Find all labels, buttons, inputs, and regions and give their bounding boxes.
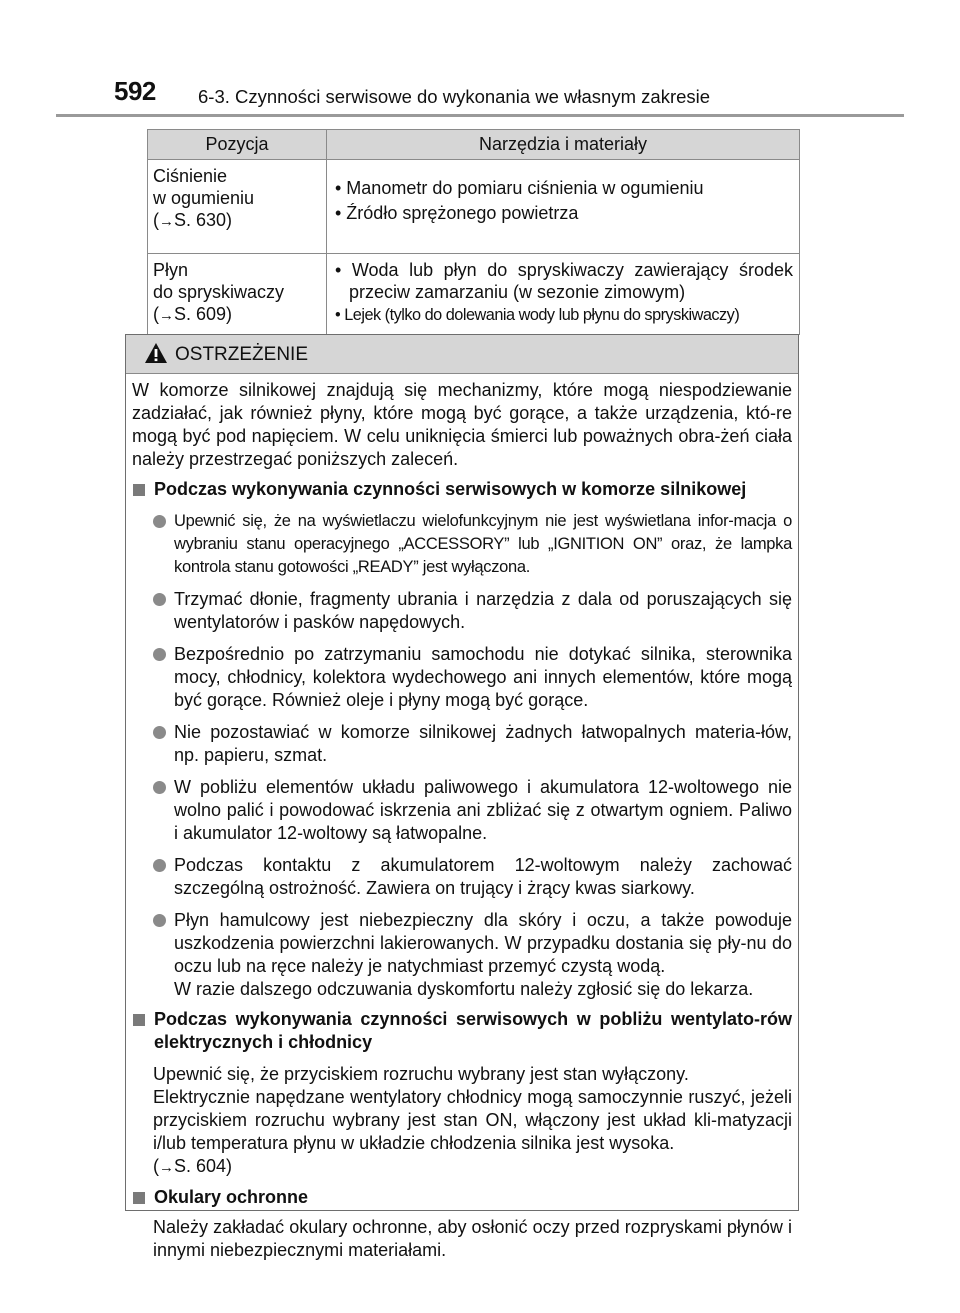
- circle-bullet-icon: [153, 914, 166, 927]
- warning-intro: W komorze silnikowej znajdują się mechanizmy, które mogą niespodziewanie zadziałać, jak również płyny, które mogą być gorące, a także urządzenia, któ-re mogą być pod napięciem. W celu uniknięcia śmierci lub poważnych obra-żeń ciała należy przestrzegać poniższych zaleceń.: [132, 380, 792, 469]
- warning-body: [132, 379, 792, 1262]
- tool-item: • Lejek (tylko do dolewania wody lub płynu do spryskiwaczy): [335, 306, 740, 324]
- list-item-text: W pobliżu elementów układu paliwowego i akumulatora 12-woltowego nie wolno palić i powodować iskrzenia ani zbliżać się z otwartym ogniem. Paliwo i akumulator 12-woltowy są łatwopalne.: [174, 777, 792, 843]
- warning-box: [125, 334, 799, 1260]
- circle-bullet-icon: [153, 593, 166, 606]
- section-text: [132, 1063, 792, 1179]
- section-title: 6-3. Czynności serwisowe do wykonania we własnym zakresie: [198, 86, 711, 107]
- position-text: w ogumieniu: [153, 188, 255, 208]
- section-text-line: Upewnić się, że przyciskiem rozruchu wybrany jest stan wyłączony.: [153, 1064, 689, 1084]
- warning-title: OSTRZEŻENIE: [175, 344, 309, 365]
- position-text: Płyn: [153, 260, 189, 280]
- ref-paren: (: [153, 210, 159, 230]
- list-item-text: Nie pozostawiać w komorze silnikowej żadnych łatwopalnych materia-łów, np. papieru, szmat.: [174, 722, 792, 765]
- ref-text: S. 630): [174, 210, 233, 230]
- square-bullet-icon: [133, 484, 145, 496]
- table-row: [148, 160, 800, 254]
- column-header-tools: Narzędzia i materiały: [327, 130, 800, 160]
- position-text: do spryskiwaczy: [153, 282, 285, 302]
- circle-bullet-icon: [153, 726, 166, 739]
- tool-item: • Źródło sprężonego powietrza: [335, 203, 579, 223]
- position-cell: [148, 160, 327, 254]
- ref-paren: (: [153, 304, 159, 324]
- list-item: [132, 909, 792, 1001]
- circle-bullet-icon: [153, 515, 166, 528]
- list-item: [132, 776, 792, 845]
- circle-bullet-icon: [153, 859, 166, 872]
- page-reference: [153, 1155, 792, 1179]
- position-cell: [148, 254, 327, 335]
- tools-table: [147, 129, 800, 335]
- column-header-position: Pozycja: [148, 130, 327, 160]
- list-item: [132, 643, 792, 712]
- list-item-text: Podczas kontaktu z akumulatorem 12-woltowym należy zachować szczególną ostrożność. Zawiera on trujący i żrący kwas siarkowy.: [174, 855, 792, 898]
- warning-triangle-icon: [144, 342, 168, 364]
- list-item: [132, 588, 792, 634]
- warning-section: [132, 1186, 792, 1209]
- tool-item: • Woda lub płyn do spryskiwaczy zawierający środek: [335, 260, 793, 280]
- tools-cell: [327, 160, 800, 254]
- square-bullet-icon: [133, 1014, 145, 1026]
- position-text: Ciśnienie: [153, 166, 228, 186]
- list-item: [132, 854, 792, 900]
- ref-paren: (: [153, 1156, 159, 1176]
- ref-text: S. 604): [174, 1156, 233, 1176]
- circle-bullet-icon: [153, 781, 166, 794]
- list-item-text: Upewnić się, że na wyświetlaczu wielofunkcyjnym nie jest wyświetlana infor-macja o wybraniu stanu operacyjnego „ACCESSORY” lub „IGNITION ON” oraz, że lampka kontrola stanu gotowości „READY” jest wyłączona.: [174, 512, 792, 576]
- list-item: [132, 721, 792, 767]
- warning-header: [126, 335, 798, 374]
- page-number: 592: [114, 76, 156, 106]
- page-reference: [153, 209, 321, 233]
- section-text-line: Elektrycznie napędzane wentylatory chłodnicy mogą samoczynnie ruszyć, jeżeli przyciskiem rozruchu wybrany jest stan ON, włączony jest układ kli-matyzacji i/lub temperatura płynu w układzie chłodzenia silnika jest wysoka.: [153, 1087, 792, 1153]
- tool-item: • Manometr do pomiaru ciśnienia w ogumieniu: [335, 178, 704, 198]
- circle-bullet-icon: [153, 648, 166, 661]
- section-text: Należy zakładać okulary ochronne, aby osłonić oczy przed rozpryskami płynów i innymi niebezpiecznymi materiałami.: [153, 1217, 792, 1260]
- arrow-right-icon: →: [159, 307, 174, 324]
- square-bullet-icon: [133, 1192, 145, 1204]
- list-item-text: Bezpośrednio po zatrzymaniu samochodu nie dotykać silnika, sterownika mocy, chłodnicy, kolektora wydechowego ani innych elementów, które mogą być gorące. Również oleje i płyny mogą być gorące.: [174, 644, 792, 710]
- tools-cell: [327, 254, 800, 335]
- section-heading: Podczas wykonywania czynności serwisowych w pobliżu wentylato-rów elektrycznych i chłodnicy: [154, 1009, 792, 1052]
- section-heading: Okulary ochronne: [154, 1187, 309, 1207]
- list-item: [132, 510, 792, 579]
- section-heading: Podczas wykonywania czynności serwisowych w komorze silnikowej: [154, 479, 747, 499]
- page-header: [0, 0, 960, 120]
- tool-item-continuation: przeciw zamarzaniu (w sezonie zimowym): [349, 282, 686, 302]
- list-item-text: Trzymać dłonie, fragmenty ubrania i narzędzia z dala od poruszających się wentylatorów i pasków napędowych.: [174, 589, 792, 632]
- warning-section: [132, 1008, 792, 1054]
- header-divider: [56, 114, 904, 117]
- table-header-row: [148, 130, 800, 160]
- arrow-right-icon: →: [159, 213, 174, 230]
- warning-section: [132, 478, 792, 501]
- ref-text: S. 609): [174, 304, 233, 324]
- list-item-text: W razie dalszego odczuwania dyskomfortu należy zgłosić się do lekarza.: [174, 979, 754, 999]
- page-reference: [153, 303, 321, 327]
- arrow-right-icon: →: [159, 1159, 174, 1176]
- list-item-text: Płyn hamulcowy jest niebezpieczny dla skóry i oczu, a także powoduje uszkodzenia powierzchni lakierowanych. W przypadku dostania się pły-nu do oczu lub na ręce należy je natychmiast przemyć czystą wodą.: [174, 910, 792, 976]
- table-row: [148, 254, 800, 335]
